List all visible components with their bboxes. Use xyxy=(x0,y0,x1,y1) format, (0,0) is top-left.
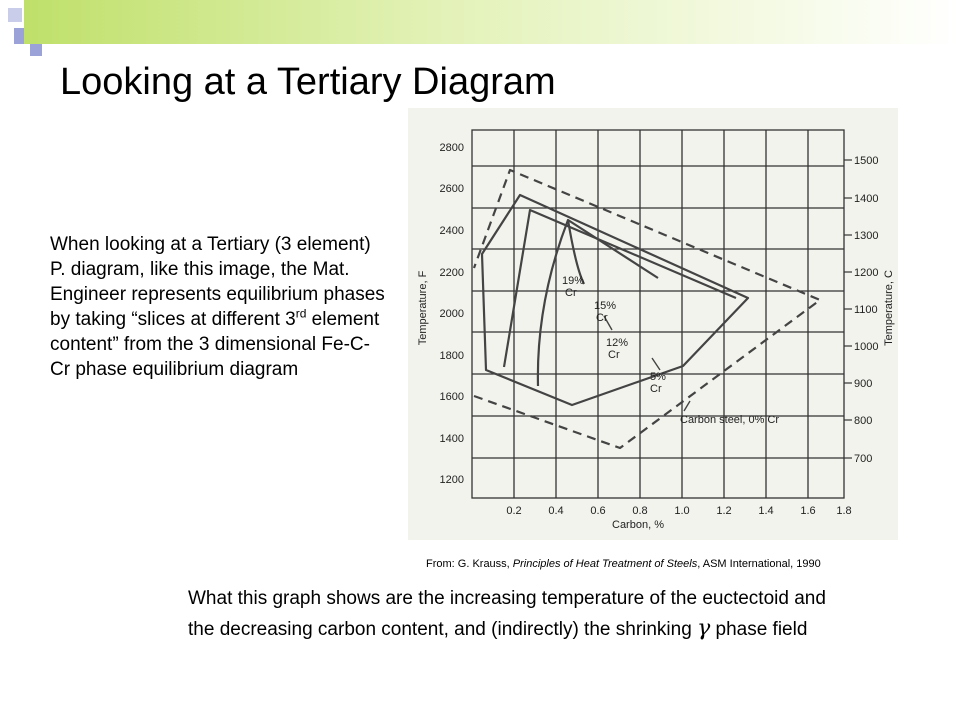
x-tick: 1.2 xyxy=(716,505,732,517)
x-tick: 1.6 xyxy=(800,505,816,517)
y-tick-right: 900 xyxy=(854,378,873,390)
y-tick-right: 700 xyxy=(854,453,873,465)
deco-square xyxy=(30,44,42,56)
caption-text-part1: What this graph shows are the increasing temperature of the euctectoid and the decreasing carbon content, and (indirectly) the shrinking xyxy=(188,588,826,640)
slide-title: Looking at a Tertiary Diagram xyxy=(60,61,556,103)
y-tick-left: 2800 xyxy=(439,142,464,154)
label-carbon-steel: Carbon steel, 0% Cr xyxy=(680,414,780,426)
x-tick: 0.6 xyxy=(590,505,606,517)
x-axis-label: Carbon, % xyxy=(612,519,664,531)
phase-diagram-figure xyxy=(408,108,898,540)
deco-square xyxy=(8,8,22,22)
caption-paragraph xyxy=(188,584,828,645)
y-tick-right: 1300 xyxy=(854,230,879,242)
label-15cr-percent: 15% xyxy=(594,300,617,312)
figure-background xyxy=(408,108,898,540)
y-tick-right: 1000 xyxy=(854,341,879,353)
body-text-part2: element content” from the 3 dimensional Fe-C-Cr phase equilibrium diagram xyxy=(50,309,380,380)
body-paragraph xyxy=(50,232,385,382)
title-accent-bar xyxy=(24,0,960,44)
y-tick-left: 2000 xyxy=(439,308,464,320)
y-tick-left: 1400 xyxy=(439,433,464,445)
label-15cr-element: Cr xyxy=(596,312,608,324)
citation-book-title: Principles of Heat Treatment of Steels xyxy=(512,558,698,570)
label-5cr-percent: 5% xyxy=(650,371,666,383)
y-tick-right: 1500 xyxy=(854,155,879,167)
label-5cr-element: Cr xyxy=(650,383,662,395)
y-tick-right: 800 xyxy=(854,415,873,427)
y-tick-left: 2200 xyxy=(439,267,464,279)
y-tick-left: 1600 xyxy=(439,391,464,403)
y-tick-left: 1800 xyxy=(439,350,464,362)
y-axis-label-left: Temperature, F xyxy=(417,270,429,346)
citation-prefix: From: G. Krauss, xyxy=(426,558,513,570)
y-axis-label-right: Temperature, C xyxy=(883,270,895,346)
y-tick-left: 2600 xyxy=(439,183,464,195)
caption-text-part2: phase field xyxy=(710,619,808,640)
x-tick: 0.8 xyxy=(632,505,648,517)
y-tick-left: 2400 xyxy=(439,225,464,237)
label-19cr-percent: 19% xyxy=(562,275,585,287)
y-tick-left: 1200 xyxy=(439,474,464,486)
x-tick: 1.4 xyxy=(758,505,774,517)
y-tick-right: 1400 xyxy=(854,193,879,205)
x-tick: 1.8 xyxy=(836,505,852,517)
label-12cr-element: Cr xyxy=(608,349,620,361)
label-19cr-element: Cr xyxy=(565,287,577,299)
label-12cr-percent: 12% xyxy=(606,337,629,349)
x-tick: 0.2 xyxy=(506,505,522,517)
x-tick: 1.0 xyxy=(674,505,690,517)
x-tick: 0.4 xyxy=(548,505,564,517)
source-citation xyxy=(426,558,821,570)
body-text-superscript: rd xyxy=(295,306,307,321)
y-tick-right: 1200 xyxy=(854,267,879,279)
y-tick-right: 1100 xyxy=(854,304,878,316)
citation-suffix: , ASM International, 1990 xyxy=(697,558,821,570)
gamma-symbol: γ xyxy=(697,616,711,641)
body-text-part1: When looking at a Tertiary (3 element) P. diagram, like this image, the Mat. Engineer represents equilibrium phases by taking “slices at different 3 xyxy=(50,234,385,330)
